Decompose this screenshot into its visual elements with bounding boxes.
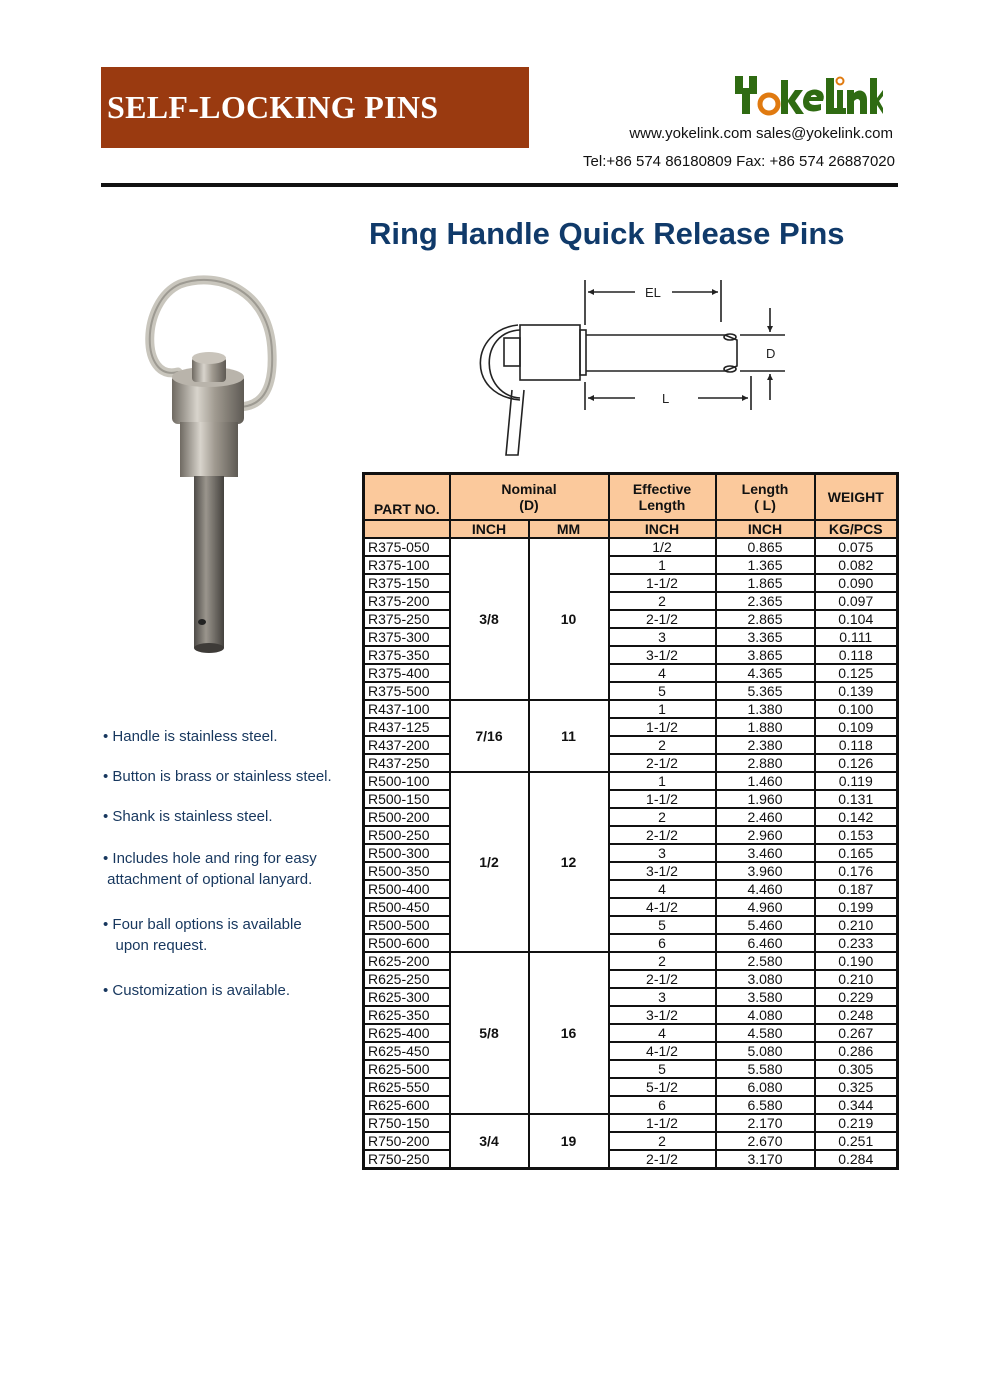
cell-effective-length: 6 [609,934,716,952]
table-row [364,1150,898,1169]
cell-length: 5.460 [716,916,815,934]
cell-effective-length: 1-1/2 [609,790,716,808]
cell-length: 2.670 [716,1132,815,1150]
cell-weight: 0.210 [815,916,898,934]
yokelink-logo [733,74,883,118]
cell-nominal-inch: 7/16 [450,700,529,772]
cell-effective-length: 2-1/2 [609,970,716,988]
table-row [364,970,898,988]
cell-weight: 0.325 [815,1078,898,1096]
contact-web-email: www.yokelink.com sales@yokelink.com [629,125,893,142]
table-row [364,700,898,718]
cell-length: 2.880 [716,754,815,772]
table-row [364,916,898,934]
cell-length: 1.380 [716,700,815,718]
cell-length: 3.460 [716,844,815,862]
cell-effective-length: 1/2 [609,538,716,556]
cell-weight: 0.176 [815,862,898,880]
cell-part-no: R500-150 [364,790,450,808]
cell-effective-length: 1-1/2 [609,574,716,592]
cell-effective-length: 3 [609,988,716,1006]
cell-weight: 0.190 [815,952,898,970]
table-row [364,628,898,646]
table-row [364,736,898,754]
cell-length: 5.580 [716,1060,815,1078]
cell-effective-length: 4 [609,664,716,682]
cell-weight: 0.125 [815,664,898,682]
cell-length: 3.080 [716,970,815,988]
cell-part-no: R625-300 [364,988,450,1006]
header-divider [101,183,898,187]
cell-length: 4.365 [716,664,815,682]
cell-part-no: R625-500 [364,1060,450,1078]
cell-nominal-inch: 3/8 [450,538,529,700]
table-row [364,1078,898,1096]
cell-weight: 0.229 [815,988,898,1006]
cell-length: 2.960 [716,826,815,844]
cell-nominal-inch: 5/8 [450,952,529,1114]
cell-effective-length: 5 [609,1060,716,1078]
cell-weight: 0.165 [815,844,898,862]
header-unit-mm: MM [529,520,609,538]
cell-length: 4.460 [716,880,815,898]
table-row [364,1132,898,1150]
cell-part-no: R625-550 [364,1078,450,1096]
cell-part-no: R375-350 [364,646,450,664]
cell-length: 1.365 [716,556,815,574]
table-row [364,952,898,970]
table-row [364,772,898,790]
cell-length: 1.865 [716,574,815,592]
header-unit-weight: KG/PCS [815,520,898,538]
cell-weight: 0.118 [815,736,898,754]
dimension-drawing [440,270,800,470]
spec-table [362,472,899,1170]
cell-length: 0.865 [716,538,815,556]
cell-effective-length: 2-1/2 [609,826,716,844]
cell-nominal-mm: 16 [529,952,609,1114]
cell-part-no: R500-250 [364,826,450,844]
cell-effective-length: 2 [609,952,716,970]
cell-part-no: R375-400 [364,664,450,682]
cell-length: 4.960 [716,898,815,916]
contact-phone-fax: Tel:+86 574 86180809 Fax: +86 574 26887020 [583,153,895,170]
table-row [364,826,898,844]
cell-length: 2.380 [716,736,815,754]
table-row [364,934,898,952]
cell-weight: 0.187 [815,880,898,898]
cell-length: 2.460 [716,808,815,826]
cell-length: 2.865 [716,610,815,628]
cell-effective-length: 6 [609,1096,716,1114]
cell-part-no: R500-100 [364,772,450,790]
cell-weight: 0.284 [815,1150,898,1169]
cell-part-no: R375-150 [364,574,450,592]
feature-item: • Button is brass or stainless steel. [103,768,332,785]
cell-weight: 0.100 [815,700,898,718]
cell-weight: 0.090 [815,574,898,592]
cell-part-no: R500-500 [364,916,450,934]
table-row [364,808,898,826]
cell-effective-length: 2 [609,1132,716,1150]
section-banner [101,67,529,148]
table-row [364,610,898,628]
label-l: L [662,391,670,406]
cell-effective-length: 5 [609,916,716,934]
cell-effective-length: 2 [609,736,716,754]
cell-effective-length: 2-1/2 [609,610,716,628]
header-weight: WEIGHT [815,474,898,520]
table-row [364,862,898,880]
feature-item-cont: attachment of optional lanyard. [103,871,313,888]
cell-effective-length: 1 [609,556,716,574]
table-row [364,1114,898,1132]
table-row [364,1024,898,1042]
cell-weight: 0.139 [815,682,898,700]
header-part-no-blank [364,520,450,538]
cell-weight: 0.344 [815,1096,898,1114]
cell-nominal-inch: 1/2 [450,772,529,952]
cell-weight: 0.199 [815,898,898,916]
cell-length: 5.080 [716,1042,815,1060]
header-nominal: Nominal (D) [450,474,609,520]
feature-item: • Four ball options is available [103,916,302,933]
cell-effective-length: 1 [609,700,716,718]
cell-weight: 0.267 [815,1024,898,1042]
cell-effective-length: 3-1/2 [609,862,716,880]
cell-effective-length: 1-1/2 [609,1114,716,1132]
label-d: D [766,346,776,361]
cell-length: 5.365 [716,682,815,700]
cell-effective-length: 3-1/2 [609,646,716,664]
cell-length: 4.580 [716,1024,815,1042]
cell-weight: 0.097 [815,592,898,610]
cell-part-no: R437-100 [364,700,450,718]
cell-part-no: R500-400 [364,880,450,898]
cell-weight: 0.153 [815,826,898,844]
feature-item-cont: upon request. [103,937,208,954]
feature-item: • Includes hole and ring for easy [103,850,317,867]
table-row [364,1006,898,1024]
cell-length: 6.460 [716,934,815,952]
cell-weight: 0.233 [815,934,898,952]
cell-part-no: R375-050 [364,538,450,556]
table-row [364,682,898,700]
cell-length: 2.365 [716,592,815,610]
cell-weight: 0.210 [815,970,898,988]
cell-weight: 0.075 [815,538,898,556]
cell-length: 3.960 [716,862,815,880]
table-row [364,664,898,682]
cell-part-no: R500-450 [364,898,450,916]
cell-length: 3.365 [716,628,815,646]
header-part-no: PART NO. [364,474,450,520]
cell-length: 1.960 [716,790,815,808]
header-length: Length ( L) [716,474,815,520]
cell-effective-length: 1-1/2 [609,718,716,736]
cell-weight: 0.109 [815,718,898,736]
table-row [364,646,898,664]
cell-length: 3.865 [716,646,815,664]
cell-weight: 0.142 [815,808,898,826]
cell-length: 2.170 [716,1114,815,1132]
cell-part-no: R500-200 [364,808,450,826]
cell-effective-length: 2 [609,592,716,610]
cell-weight: 0.111 [815,628,898,646]
cell-part-no: R750-200 [364,1132,450,1150]
cell-length: 6.580 [716,1096,815,1114]
cell-weight: 0.131 [815,790,898,808]
product-photo-ring-pin [120,262,320,682]
banner-title: SELF-LOCKING PINS [107,89,439,125]
table-row [364,718,898,736]
table-row [364,538,898,556]
cell-part-no: R375-300 [364,628,450,646]
cell-nominal-mm: 19 [529,1114,609,1169]
cell-length: 2.580 [716,952,815,970]
cell-part-no: R625-600 [364,1096,450,1114]
cell-weight: 0.286 [815,1042,898,1060]
cell-part-no: R437-200 [364,736,450,754]
page-title: Ring Handle Quick Release Pins [369,216,845,251]
cell-weight: 0.126 [815,754,898,772]
cell-length: 4.080 [716,1006,815,1024]
cell-part-no: R375-500 [364,682,450,700]
table-row [364,574,898,592]
header-effective-length: Effective Length [609,474,716,520]
cell-nominal-mm: 11 [529,700,609,772]
cell-effective-length: 2-1/2 [609,754,716,772]
cell-length: 3.170 [716,1150,815,1169]
table-row [364,592,898,610]
cell-effective-length: 5 [609,682,716,700]
cell-part-no: R500-600 [364,934,450,952]
cell-effective-length: 3 [609,628,716,646]
feature-item: • Customization is available. [103,982,291,999]
cell-part-no: R375-250 [364,610,450,628]
cell-part-no: R750-150 [364,1114,450,1132]
cell-part-no: R625-350 [364,1006,450,1024]
cell-effective-length: 3-1/2 [609,1006,716,1024]
table-row [364,754,898,772]
table-row [364,1042,898,1060]
cell-effective-length: 1 [609,772,716,790]
cell-effective-length: 4-1/2 [609,898,716,916]
table-row [364,1060,898,1078]
table-row [364,790,898,808]
cell-effective-length: 4 [609,1024,716,1042]
table-row [364,556,898,574]
cell-effective-length: 4-1/2 [609,1042,716,1060]
cell-part-no: R625-200 [364,952,450,970]
cell-part-no: R625-250 [364,970,450,988]
cell-weight: 0.119 [815,772,898,790]
cell-part-no: R437-125 [364,718,450,736]
cell-part-no: R750-250 [364,1150,450,1169]
cell-effective-length: 3 [609,844,716,862]
cell-nominal-mm: 10 [529,538,609,700]
label-el: EL [645,285,661,300]
cell-part-no: R625-400 [364,1024,450,1042]
cell-part-no: R500-350 [364,862,450,880]
table-row [364,880,898,898]
feature-item: • Shank is stainless steel. [103,808,273,825]
cell-weight: 0.082 [815,556,898,574]
cell-weight: 0.118 [815,646,898,664]
cell-nominal-inch: 3/4 [450,1114,529,1169]
cell-effective-length: 4 [609,880,716,898]
table-row [364,898,898,916]
cell-weight: 0.305 [815,1060,898,1078]
cell-nominal-mm: 12 [529,772,609,952]
cell-length: 6.080 [716,1078,815,1096]
cell-effective-length: 2 [609,808,716,826]
cell-part-no: R375-100 [364,556,450,574]
cell-length: 1.880 [716,718,815,736]
header-unit-l-inch: INCH [716,520,815,538]
cell-length: 1.460 [716,772,815,790]
cell-length: 3.580 [716,988,815,1006]
cell-weight: 0.251 [815,1132,898,1150]
cell-part-no: R500-300 [364,844,450,862]
cell-effective-length: 2-1/2 [609,1150,716,1169]
spec-table-body [364,538,898,1169]
table-row [364,844,898,862]
header-unit-el-inch: INCH [609,520,716,538]
header-unit-inch: INCH [450,520,529,538]
feature-item: • Handle is stainless steel. [103,728,278,745]
table-row [364,1096,898,1114]
cell-part-no: R625-450 [364,1042,450,1060]
cell-part-no: R375-200 [364,592,450,610]
table-row [364,988,898,1006]
cell-part-no: R437-250 [364,754,450,772]
cell-effective-length: 5-1/2 [609,1078,716,1096]
cell-weight: 0.219 [815,1114,898,1132]
cell-weight: 0.248 [815,1006,898,1024]
cell-weight: 0.104 [815,610,898,628]
